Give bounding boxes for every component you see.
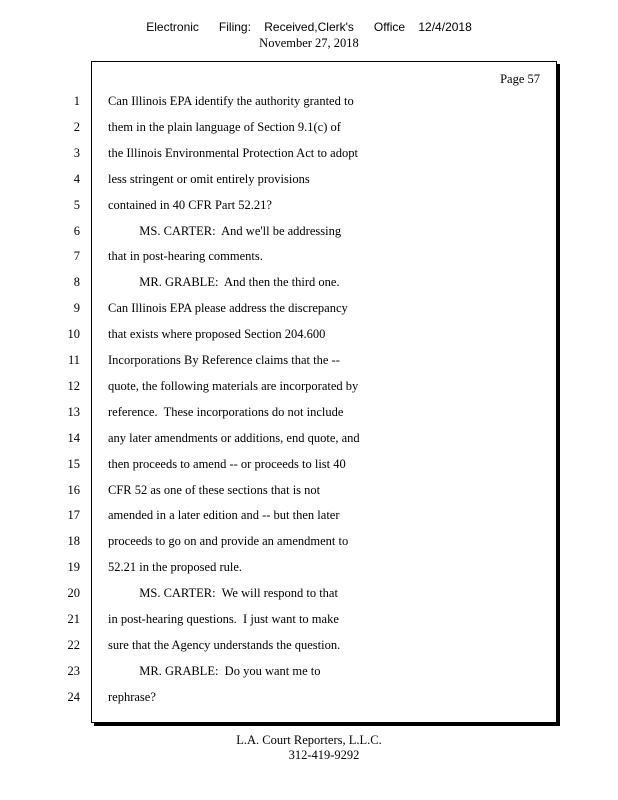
transcript-line: that exists where proposed Section 204.600 <box>108 327 326 341</box>
transcript-line: them in the plain language of Section 9.1(c) of <box>108 120 341 134</box>
transcript-line: MR. GRABLE: And then the third one. <box>108 275 340 289</box>
line-number: 18 <box>67 534 80 548</box>
line-number: 21 <box>67 612 80 626</box>
line-number: 7 <box>73 249 80 263</box>
line-number: 13 <box>67 405 80 419</box>
transcript-line: MR. GRABLE: Do you want me to <box>108 664 321 678</box>
line-number: 22 <box>67 638 80 652</box>
transcript-line: the Illinois Environmental Protection Act to adopt <box>108 146 358 160</box>
transcript-line: amended in a later edition and -- but then later <box>108 508 340 522</box>
line-number: 4 <box>73 172 80 186</box>
transcript-line: that in post-hearing comments. <box>108 249 263 263</box>
transcript-line: reference. These incorporations do not include <box>108 405 344 419</box>
filing-stamp: Electronic Filing: Received,Clerk's Office 12/4/2018 <box>146 20 472 34</box>
line-number: 6 <box>73 224 80 238</box>
footer-phone: 312-419-9292 <box>288 748 360 762</box>
transcript-line: quote, the following materials are incorporated by <box>108 379 359 393</box>
transcript-line: less stringent or omit entirely provisions <box>108 172 310 186</box>
document-date: November 27, 2018 <box>259 36 359 50</box>
line-number: 11 <box>67 353 80 367</box>
line-number: 12 <box>67 379 80 393</box>
line-number: 1 <box>73 94 80 108</box>
transcript-line: CFR 52 as one of these sections that is not <box>108 483 321 497</box>
transcript-line: then proceeds to amend -- or proceeds to list 40 <box>108 457 346 471</box>
line-number: 14 <box>67 431 80 445</box>
line-number: 15 <box>67 457 80 471</box>
line-number: 9 <box>73 301 80 315</box>
transcript-line: Incorporations By Reference claims that the -- <box>108 353 340 367</box>
line-number: 2 <box>73 120 80 134</box>
line-number: 10 <box>67 327 80 341</box>
line-number: 17 <box>67 508 80 522</box>
transcript-line: any later amendments or additions, end quote, and <box>108 431 360 445</box>
line-number: 24 <box>67 690 80 704</box>
line-number: 3 <box>73 146 80 160</box>
page-number: Page 57 <box>500 72 540 86</box>
transcript-line: 52.21 in the proposed rule. <box>108 560 243 574</box>
transcript-line: MS. CARTER: We will respond to that <box>108 586 338 600</box>
footer-company: L.A. Court Reporters, L.L.C. <box>236 733 382 747</box>
transcript-line: MS. CARTER: And we'll be addressing <box>108 224 342 238</box>
transcript-line: proceeds to go on and provide an amendment to <box>108 534 349 548</box>
line-number: 16 <box>67 483 80 497</box>
line-number: 5 <box>73 198 80 212</box>
transcript-line: Can Illinois EPA please address the discrepancy <box>108 301 348 315</box>
line-number: 23 <box>67 664 80 678</box>
transcript-line: in post-hearing questions. I just want to make <box>108 612 339 626</box>
line-number: 20 <box>67 586 80 600</box>
line-number: 19 <box>67 560 80 574</box>
transcript-line: contained in 40 CFR Part 52.21? <box>108 198 272 212</box>
transcript-line: sure that the Agency understands the question. <box>108 638 341 652</box>
transcript-line: rephrase? <box>108 690 156 704</box>
line-number: 8 <box>73 275 80 289</box>
transcript-line: Can Illinois EPA identify the authority granted to <box>108 94 354 108</box>
